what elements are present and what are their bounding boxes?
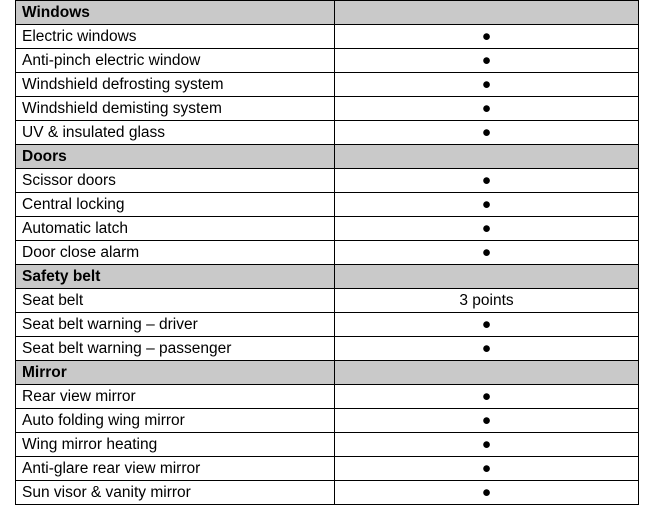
feature-included-bullet: ● [335,385,639,409]
feature-label: Wing mirror heating [16,433,335,457]
section-header-row [16,1,639,25]
feature-label: Rear view mirror [16,385,335,409]
table-row [16,409,639,433]
feature-included-bullet: ● [335,73,639,97]
section-title: Mirror [16,361,335,385]
feature-label: Windshield demisting system [16,97,335,121]
spec-table [15,0,639,505]
section-header-blank [335,361,639,385]
section-header-row [16,145,639,169]
table-row [16,337,639,361]
feature-label: Anti-glare rear view mirror [16,457,335,481]
table-row [16,97,639,121]
table-row [16,193,639,217]
table-row [16,121,639,145]
feature-included-bullet: ● [335,433,639,457]
section-header-row [16,361,639,385]
feature-included-bullet: ● [335,97,639,121]
table-row [16,385,639,409]
table-row [16,313,639,337]
feature-label: Central locking [16,193,335,217]
feature-value: 3 points [335,289,639,313]
table-row [16,217,639,241]
feature-included-bullet: ● [335,409,639,433]
table-row [16,73,639,97]
feature-label: Seat belt warning – passenger [16,337,335,361]
feature-label: Scissor doors [16,169,335,193]
feature-label: Automatic latch [16,217,335,241]
feature-label: Door close alarm [16,241,335,265]
feature-included-bullet: ● [335,337,639,361]
table-row [16,241,639,265]
section-header-blank [335,265,639,289]
section-title: Doors [16,145,335,169]
feature-label: Sun visor & vanity mirror [16,481,335,505]
feature-included-bullet: ● [335,121,639,145]
feature-label: Auto folding wing mirror [16,409,335,433]
table-row [16,433,639,457]
section-header-blank [335,1,639,25]
table-row [16,289,639,313]
feature-included-bullet: ● [335,481,639,505]
table-row [16,457,639,481]
table-row [16,169,639,193]
table-row [16,481,639,505]
feature-included-bullet: ● [335,457,639,481]
feature-label: Electric windows [16,25,335,49]
section-header-blank [335,145,639,169]
feature-label: Seat belt warning – driver [16,313,335,337]
feature-included-bullet: ● [335,241,639,265]
feature-included-bullet: ● [335,169,639,193]
feature-label: Seat belt [16,289,335,313]
section-title: Windows [16,1,335,25]
feature-included-bullet: ● [335,217,639,241]
feature-label: Anti-pinch electric window [16,49,335,73]
section-title: Safety belt [16,265,335,289]
table-row [16,49,639,73]
spec-table-body [16,1,639,505]
section-header-row [16,265,639,289]
feature-included-bullet: ● [335,25,639,49]
table-row [16,25,639,49]
feature-included-bullet: ● [335,313,639,337]
feature-included-bullet: ● [335,49,639,73]
feature-included-bullet: ● [335,193,639,217]
feature-label: Windshield defrosting system [16,73,335,97]
feature-label: UV & insulated glass [16,121,335,145]
